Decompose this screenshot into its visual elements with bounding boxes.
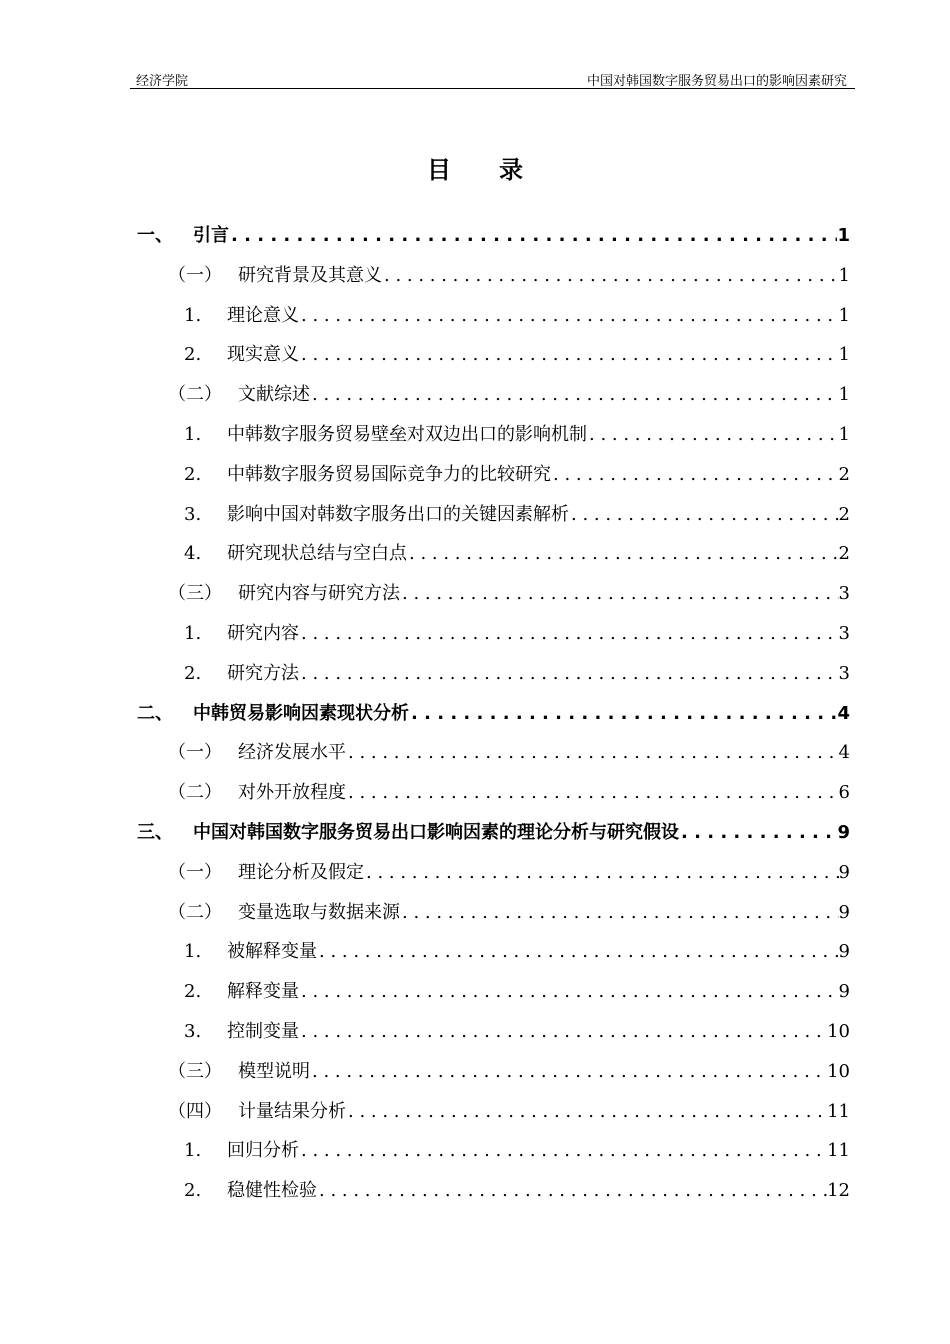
toc-entry-title: 控制变量 [227, 1021, 299, 1042]
toc-entry-number: 1. [184, 941, 202, 963]
toc-entry[interactable] [168, 256, 850, 296]
toc-entry-page: 9 [838, 981, 850, 1003]
toc-entry-title: 变量选取与数据来源 [238, 901, 400, 923]
toc-entry-number: （二） [168, 782, 222, 804]
toc-entry[interactable] [168, 1052, 850, 1092]
toc-entry-number: 3. [184, 503, 202, 525]
toc-entry-number: 2. [184, 1180, 202, 1202]
toc-entry-page: 9 [837, 822, 850, 843]
toc-entry[interactable] [184, 495, 850, 535]
toc-entry-title: 影响中国对韩数字服务出口的关键因素解析 [227, 503, 569, 525]
toc-entry[interactable] [184, 1171, 850, 1211]
toc-entry-number: （二） [168, 384, 222, 406]
toc-entry-page: 3 [838, 623, 850, 644]
toc-dot-leader [409, 694, 837, 734]
toc-dot-leader [229, 216, 837, 256]
toc-entry[interactable] [137, 813, 850, 853]
toc-dot-leader [346, 1092, 827, 1132]
toc-entry-number: 4. [184, 543, 202, 565]
toc-entry-page: 11 [827, 1100, 850, 1122]
toc-entry-title: 经济发展水平 [238, 742, 346, 764]
toc-entry-number: 三、 [137, 822, 173, 843]
toc-entry[interactable] [184, 1131, 850, 1171]
toc-entry-number: （一） [168, 742, 222, 764]
toc-entry-page: 10 [827, 1060, 850, 1082]
toc-entry-page: 11 [827, 1140, 850, 1162]
toc-entry-page: 2 [838, 543, 850, 565]
toc-entry[interactable] [168, 375, 850, 415]
toc-entry[interactable] [168, 1092, 850, 1132]
toc-dot-leader [299, 296, 839, 336]
toc-entry-page: 1 [838, 264, 850, 286]
toc-entry-page: 9 [838, 941, 850, 963]
toc-entry[interactable] [184, 296, 850, 336]
toc-entry-title: 计量结果分析 [238, 1100, 346, 1122]
toc-entry[interactable] [184, 654, 850, 694]
toc-dot-leader [299, 972, 839, 1012]
toc-entry-page: 6 [838, 782, 850, 804]
toc-dot-leader [551, 455, 839, 495]
toc-entry-number: 1. [184, 1140, 202, 1162]
toc-entry-title: 模型说明 [238, 1060, 310, 1082]
toc-dot-leader [382, 256, 839, 296]
toc-entry-page: 12 [827, 1180, 850, 1202]
toc-entry-title: 中韩数字服务贸易国际竞争力的比较研究 [227, 463, 551, 485]
toc-entry-number: 2. [184, 463, 202, 485]
toc-entry-number: 二、 [137, 702, 173, 724]
toc-entry-title: 对外开放程度 [238, 782, 346, 804]
toc-entry-number: （二） [168, 901, 222, 923]
toc-entry-page: 1 [837, 225, 850, 246]
toc-entry[interactable] [168, 733, 850, 773]
toc-dot-leader [299, 654, 839, 694]
toc-entry-number: 1. [184, 304, 202, 326]
toc-entry[interactable] [168, 574, 850, 614]
toc-entry-title: 研究方法 [227, 662, 299, 684]
toc-entry-title: 回归分析 [227, 1140, 299, 1162]
toc-dot-leader [299, 614, 839, 654]
header-school: 经济学院 [136, 74, 189, 89]
toc-dot-leader [346, 773, 839, 813]
toc-dot-leader [310, 375, 839, 415]
toc-dot-leader [587, 415, 839, 455]
toc-dot-leader [400, 893, 839, 933]
toc-entry-page: 2 [838, 463, 850, 485]
toc-entry-number: （一） [168, 861, 222, 883]
toc-entry-page: 4 [838, 742, 850, 764]
toc-dot-leader [299, 1012, 827, 1052]
header-thesis-title: 中国对韩国数字服务贸易出口的影响因素研究 [586, 74, 847, 89]
toc-entry[interactable] [168, 853, 850, 893]
toc-dot-leader [346, 733, 839, 773]
toc-entry-page: 10 [827, 1021, 850, 1042]
toc-entry-title: 解释变量 [227, 981, 299, 1003]
toc-entry-page: 1 [838, 304, 850, 326]
toc-entry-title: 中国对韩国数字服务贸易出口影响因素的理论分析与研究假设 [193, 822, 679, 843]
toc-entry-number: （一） [168, 264, 222, 286]
toc-dot-leader [317, 1171, 827, 1211]
toc-entry[interactable] [137, 216, 850, 256]
toc-entry[interactable] [184, 932, 850, 972]
toc-dot-leader [400, 574, 839, 614]
toc-entry-page: 1 [838, 424, 850, 445]
toc-title: 目录 [427, 156, 571, 184]
toc-dot-leader [299, 1131, 827, 1171]
toc-entry-title: 研究内容与研究方法 [238, 583, 400, 605]
toc-entry-number: 1. [184, 424, 202, 445]
toc-dot-leader [310, 1052, 827, 1092]
toc-entry[interactable] [168, 893, 850, 933]
toc-dot-leader [407, 534, 839, 574]
page-header [130, 70, 855, 89]
toc-entry-title: 研究内容 [227, 623, 299, 644]
toc-entry-number: 2. [184, 344, 202, 366]
toc-entry[interactable] [137, 694, 850, 734]
toc-entry-page: 1 [838, 344, 850, 366]
toc-entry-title: 稳健性检验 [227, 1180, 317, 1202]
toc-entry[interactable] [184, 972, 850, 1012]
toc-entry-page: 2 [838, 503, 850, 525]
toc-entry-page: 3 [838, 583, 850, 605]
toc-entry[interactable] [168, 773, 850, 813]
toc-dot-leader [364, 853, 839, 893]
toc-entry-page: 9 [838, 901, 850, 923]
toc-entry-page: 9 [838, 861, 850, 883]
toc-entry[interactable] [184, 335, 850, 375]
toc-entry-number: 1. [184, 623, 202, 644]
toc-entry[interactable] [184, 534, 850, 574]
toc-entry-number: 2. [184, 981, 202, 1003]
toc-entry-number: （三） [168, 1060, 222, 1082]
toc-entry-page: 4 [837, 702, 850, 724]
toc-entry-title: 理论分析及假定 [238, 861, 364, 883]
toc-entry[interactable] [184, 1012, 850, 1052]
toc-entry-page: 3 [838, 662, 850, 684]
toc-dot-leader [317, 932, 839, 972]
toc-dot-leader [569, 495, 839, 535]
toc-entry-title: 中韩数字服务贸易壁垒对双边出口的影响机制 [227, 424, 587, 445]
toc-dot-leader [299, 335, 839, 375]
toc-entry-title: 文献综述 [238, 384, 310, 406]
toc-entry-title: 研究现状总结与空白点 [227, 543, 407, 565]
toc-entry[interactable] [184, 455, 850, 495]
toc-entry[interactable] [184, 415, 850, 455]
toc-entry-number: 2. [184, 662, 202, 684]
toc-entry-title: 研究背景及其意义 [238, 264, 382, 286]
toc-entry-title: 理论意义 [227, 304, 299, 326]
toc-dot-leader [679, 813, 837, 853]
toc-entry-number: 3. [184, 1021, 202, 1042]
toc-entry-title: 被解释变量 [227, 941, 317, 963]
toc-entry-title: 引言 [193, 225, 229, 246]
toc-entry-number: （四） [168, 1100, 222, 1122]
toc-entry-number: 一、 [137, 225, 173, 246]
toc-entry-number: （三） [168, 583, 222, 605]
toc-entry-page: 1 [838, 384, 850, 406]
toc-entry[interactable] [184, 614, 850, 654]
toc-entry-title: 现实意义 [227, 344, 299, 366]
toc-entry-title: 中韩贸易影响因素现状分析 [193, 702, 409, 724]
